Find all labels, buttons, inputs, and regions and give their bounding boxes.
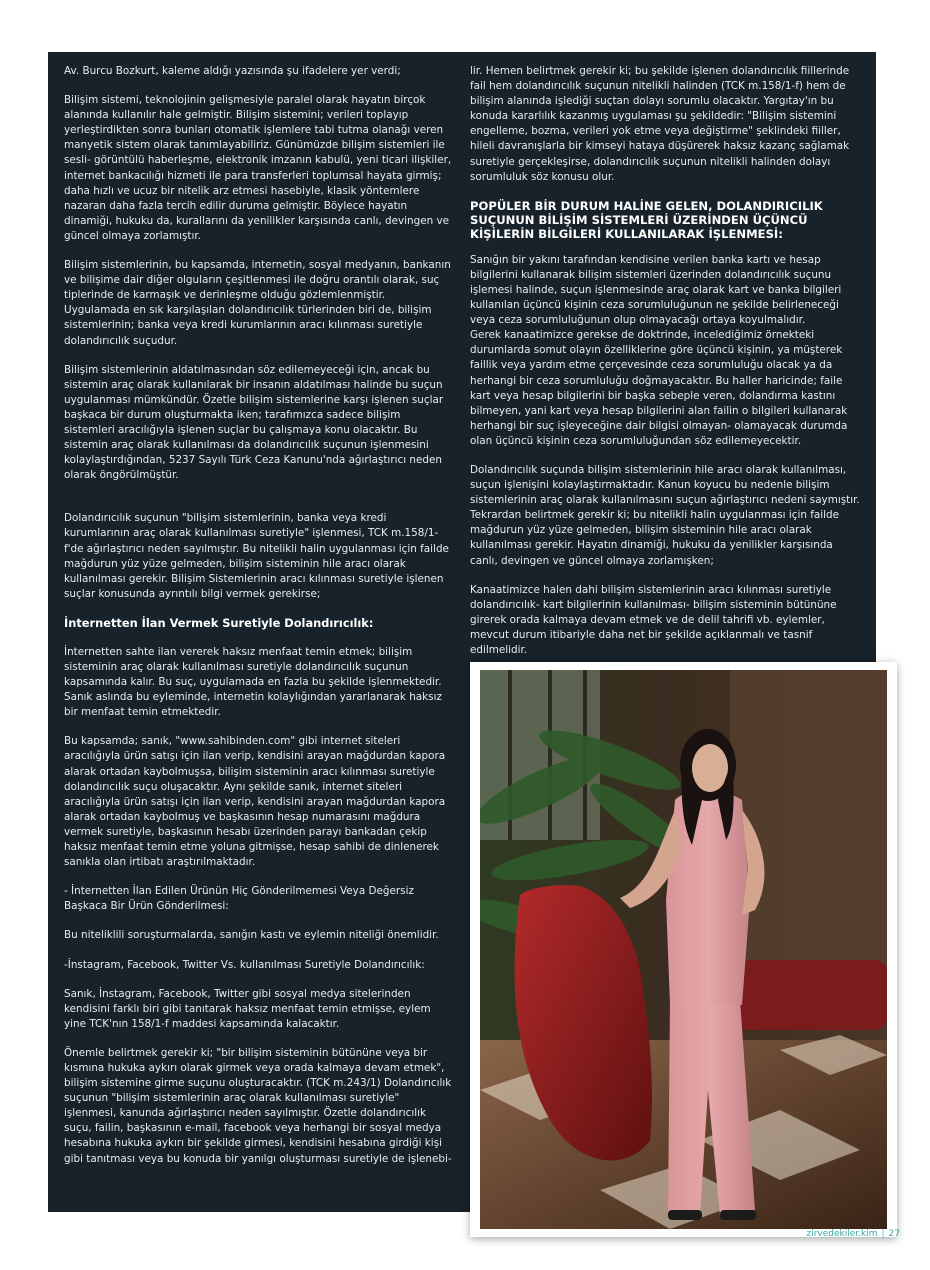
intro-paragraph: Av. Burcu Bozkurt, kaleme aldığı yazısında şu ifadelere yer verdi; [64,65,401,77]
photo-frame [470,662,897,1237]
left-column [64,64,454,1167]
body-paragraph: Bu kapsamda; sanık, "www.sahibinden.com" gibi internet siteleri aracılığıyla ürün satışı için ilan verip, kendisini arayan mağdurdan kapora alarak ortadan kaybolmuşsa, bilişim sisteminin aracı kılınması suretiyle dolandırıcılık suçu oluşacaktır. Aynı şekilde sanık, internet siteleri aracılığıyla ürün satışı için ilan verip, kendisini arayan mağdurdan kapora alarak ortadan kaybolmuş ve başkasının hesap numarasını mağdura vermek suretiyle, başkasının hesabı üzerinden parayı bankadan çekip haksız menfaat temin etme yoluna gitmişse, hesap sahibi de dinlenerek sanıkla olan irtibatı araştırılmaktadır. [64,735,446,869]
body-paragraph: Bilişim sistemi, teknolojinin gelişmesiyle paralel olarak hayatın birçok alanında kullanılır hale gelmiştir. Bilişim sistemini; verileri toplayıp yerleştirdikten sonra bunları otomatik işlemlere tabi tutma olanağı veren manyetik sistem olarak tanımlayabiliriz. Günümüzde bilişim sistemleri ile sesli- görüntülü haberleşme, elektronik imzanın kabulü, yeni ticari ilişkiler, internet bankacılığı hizmeti ile para transferleri toplumsal hayata girmiş; daha hızlı ve ucuz bir nitelik arz etmesi hasebiyle, klasik yöntemlere nazaran daha fazla tercih edilir duruma gelmiştir. Böylece hayatın dinamiği, hukuku da, kurallarını da yenilikler karşısında canlı, devingen ve güncel olmaya zorlamıştır. [64,94,452,242]
body-paragraph: Dolandırıcılık suçunda bilişim sistemlerinin hile aracı olarak kullanılması, suçun işlenişini kolaylaştırmaktadır. Kanun koyucu bu nedenle bilişim sistemlerinin araç olarak kullanılmasını suçun ağırlaştırıcı nedeni saymıştır. Tekrardan belirtmek gerekir ki; bu nitelikli halin uygulanması için failde mağdurun yüz yüze gelmeden, bilişim sisteminin hile aracı olarak kullanılması gerekir. Hayatın dinamiği, hukuku da yenilikler karşısında canlı, devingen ve güncel olmaya zorlamışken; [470,463,860,567]
section-heading: İnternetten İlan Vermek Suretiyle Dolandırıcılık: [64,615,374,630]
body-paragraph: Sanık, İnstagram, Facebook, Twitter gibi sosyal medya sitelerinden kendisini farklı biri gibi tanıtarak haksız menfaat temin etmişse, eylem yine TCK'nın 158/1-f maddesi kapsamında kalacaktır. [64,987,431,1030]
section-heading: POPÜLER BİR DURUM HALİNE GELEN, DOLANDIRICILIK SUÇUNUN BİLİŞİM SİSTEMLERİ ÜZERİNDEN ÜÇÜNCÜ KİŞİLERİN BİLGİLERİ KULLANILARAK İŞLENMESİ: [470,198,823,241]
body-paragraph: Gerek kanaatimizce gerekse de doktrinde, incelediğimiz örnekteki durumlarda somut olayın özelliklerine göre üçüncü kişinin, ya müşterek faillik veya yardım etme çerçevesinde ceza sorumluluğu olacak ya da herhangi bir ceza sorumluluğu doğmayacaktır. Bu haller haricinde; faile kart veya hesap bilgilerini bir başka sebeple veren, dolandırma kastını bilmeyen, yani kart veya hesap bilgilerini alan failin o bilgileri kullanarak herhangi bir suç işleyeceğine dair bilgisi olmayan- olamayacak durumda olan üçüncü kişinin ceza sorumluluğundan söz edilemeyecektir. [470,329,848,447]
page-footer [806,1229,900,1239]
body-paragraph: Bu niteliklili soruşturmalarda, sanığın kastı ve eylemin niteliği önemlidir. [64,929,439,942]
body-paragraph: Kanaatimizce halen dahi bilişim sistemlerinin aracı kılınması suretiyle dolandırıcılık- kart bilgilerinin kullanılması- bilişim sisteminin bütününe girerek orada kalmaya devam etmek ve de delil tahrifi vb. eylemler, mevcut durum itibariyle daha net bir şekilde açıklanmalı ve tasnif edilmelidir. [470,583,837,656]
body-paragraph: İnternetten sahte ilan vererek haksız menfaat temin etmek; bilişim sisteminin araç olarak kullanılması suretiyle dolandırıcılık suçunun kapsamında kalır. Bu suç, uygulamada en fazla bu şekilde işlenmektedir. Sanık aslında bu eyleminde, internetin kolaylığından yararlanarak haksız bir menfaat temin etmektedir. [64,645,442,719]
subheading-paragraph: -İnstagram, Facebook, Twitter Vs. kullanılması Suretiyle Dolandırıcılık: [64,958,425,971]
body-paragraph: Dolandırıcılık suçunun "bilişim sistemlerinin, banka veya kredi kurumlarının araç olarak kullanılması suretiyle" işlenmesi, TCK m.158/1- f'de ağırlaştırıcı neden sayılmıştır. Bu nitelikli halin uygulanması için failde mağdurun yüz yüze gelmeden, bilişim sisteminin hile aracı olarak kullanılması gerekir. Bilişim Sistemlerinin aracı kılınması suretiyle işlenen suçlar konusunda ayrıntılı bilgi vermek gerekirse; [64,512,449,600]
right-column [470,64,860,658]
footer-separator: | [881,1229,885,1239]
subheading-paragraph: - İnternetten İlan Edilen Ürünün Hiç Gönderilmemesi Veya Değersiz Başkaca Bir Ürün Gönderilmesi: [64,885,414,913]
body-paragraph: Önemle belirtmek gerekir ki; "bir bilişim sisteminin bütününe veya bir kısmına hukuka aykırı olarak girmek veya orada kalmaya devam etmek", bilişim sistemine girme suçunu oluşturacaktır. (TCK m.243/1) Dolandırıcılık suçunun "bilişim sistemlerinin araç olarak kullanılması suretiyle" işlenmesi, kanunda ağırlaştırıcı neden sayılmıştır. Özetle dolandırıcılık suçu, failin, başkasının e-mail, facebook veya herhangi bir sosyal medya hesabına hukuka aykırı bir şekilde girmesi, kendisini hesabına girdiği kişi gibi tanıtması veya bu konuda bir yanılgı oluşturması suretiyle de işlenebi- [64,1046,452,1165]
page-number: 27 [888,1229,900,1239]
site-name: zirvedekiler.kim [806,1229,878,1239]
body-paragraph: lir. Hemen belirtmek gerekir ki; bu şekilde işlenen dolandırıcılık fiillerinde fail hem dolandırıcılık suçunun nitelikli halinden (TCK m.158/1-f) hem de bilişim alanında işlediği suçtan dolayı sorumlu olacaktır. Yargıtay'ın bu konuda kararlılık kazanmış uygulaması şu şekildedir: "Bilişim sistemini engelleme, bozma, verileri yok etme veya değiştirme" şeklindeki fiiller, hileli davranışlarla bir kimseyi hataya düşürerek haksız kazanç sağlamak suretiyle gerçekleşirse, dolandırıcılık suçunun nitelikli halinden dolayı sorumluluk söz konusu olur. [470,65,850,183]
body-paragraph: Bilişim sistemlerinin aldatılmasından söz edilemeyeceği için, ancak bu sistemin araç olarak kullanılarak bir insanın aldatılması halinde bu suçun uygulanması mümkündür. Özetle bilişim sistemlerine karşı işlenen suçlar başkaca bir durum oluşturmakta iken; tarafımızca sadece bilişim sistemleri aracılığıyla işlenen suçlar bu çalışmaya konu olacaktır. Bu sistemin araç olarak kullanılması da dolandırıcılık suçunun işlenmesini kolaylaştırdığından, 5237 Sayılı Türk Ceza Kanunu'nda ağırlaştırıcı neden olarak öngörülmüştür. [64,363,444,482]
body-paragraph: Bilişim sistemlerinin, bu kapsamda, internetin, sosyal medyanın, bankanın ve bilişime dair diğer olguların çeşitlenmesi ile doğru orantılı olarak, suç tiplerinde de karmaşık ve derinleşme olduğu gözlemlenmiştir. Uygulamada en sık karşılaşılan dolandırıcılık türlerinden biri de, bilişim sistemlerinin; banka veya kredi kurumlarının aracı kılınması suretiyle dolandırıcılık suçudur. [64,259,451,347]
portrait-photo [480,670,887,1229]
body-paragraph: Sanığın bir yakını tarafından kendisine verilen banka kartı ve hesap bilgilerini kullanarak bilişim sistemleri üzerinden dolandırıcılık suçunu işlemesi halinde, suçun işlenmesinde araç olarak kart ve banka bilgileri kullanılan üçüncü kişinin ceza sorumluluğunun ne şekilde belirleneceği veya ceza sorumluluğunun olup olmayacağı ortaya koyulmalıdır. [470,253,842,327]
